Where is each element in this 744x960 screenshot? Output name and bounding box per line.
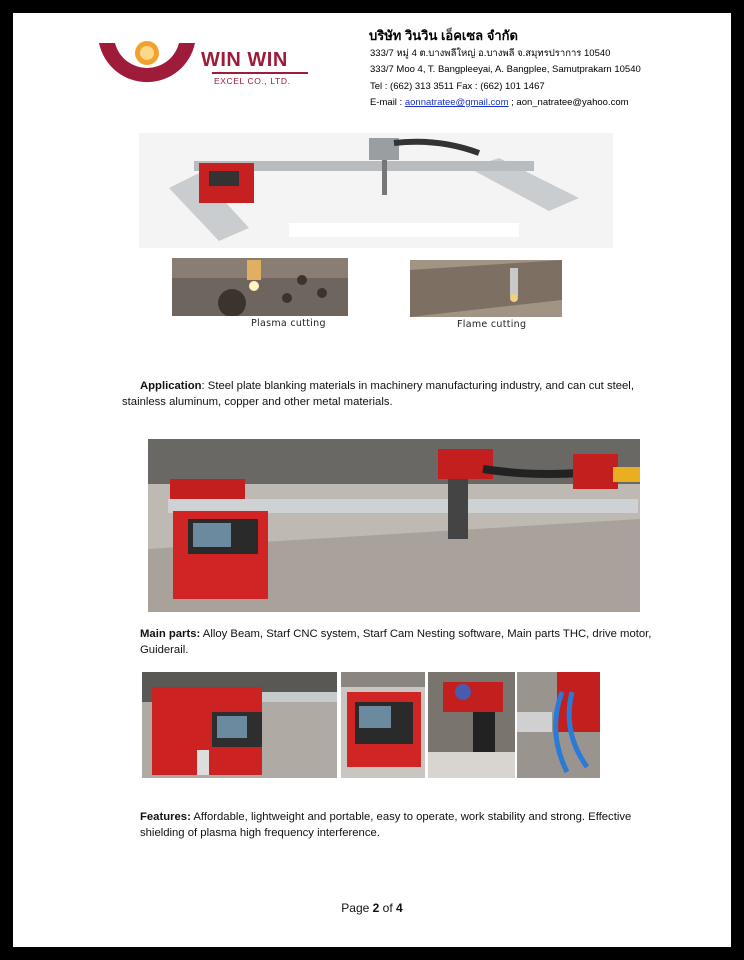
email-secondary: ; aon_natratee@yahoo.com	[508, 97, 629, 108]
plasma-cutting-image	[172, 258, 348, 316]
email-line	[370, 97, 629, 108]
page-current: 2	[372, 901, 380, 915]
machine-render-image	[139, 133, 613, 248]
plasma-cutting-caption: Plasma cutting	[251, 318, 326, 329]
address-english: 333/7 Moo 4, T. Bangpleeyai, A. Bangplee, Samutprakarn 10540	[370, 64, 641, 75]
part-photo-controller	[142, 672, 337, 778]
application-paragraph	[122, 379, 650, 410]
part-photo-torch-drag-chain	[428, 672, 515, 778]
page-total: 4	[396, 901, 403, 915]
main-parts-paragraph	[140, 627, 660, 658]
main-parts-text: Alloy Beam, Starf CNC system, Starf Cam Nesting software, Main parts THC, drive motor, Guiderail.	[140, 628, 652, 656]
logo-text: WIN WIN	[201, 49, 288, 71]
company-name-thai: บริษัท วินวิน เอ็คเซล จำกัด	[369, 28, 518, 43]
address-thai: 333/7 หมู่ 4 ต.บางพลีใหญ่ อ.บางพลี จ.สมุทรปราการ 10540	[370, 48, 611, 59]
document-page	[13, 13, 731, 947]
part-photo-cnc-panel	[341, 672, 425, 778]
flame-cutting-caption: Flame cutting	[457, 319, 527, 330]
page-middle: of	[379, 901, 397, 915]
machine-photo	[148, 439, 640, 612]
logo-subtext: EXCEL CO., LTD.	[214, 76, 291, 86]
page-prefix: Page	[341, 901, 373, 915]
features-paragraph	[140, 810, 660, 841]
application-text: : Steel plate blanking materials in machinery manufacturing industry, and can cut steel, stainless aluminum, copper and other metal materials.	[122, 380, 634, 408]
application-label: Application	[140, 380, 202, 392]
page-number	[13, 901, 731, 915]
part-photo-gas-hoses	[517, 672, 600, 778]
logo-rule	[212, 72, 308, 74]
flame-cutting-image	[410, 260, 562, 317]
features-text: Affordable, lightweight and portable, easy to operate, work stability and strong. Effective shielding of plasma high frequency interference.	[140, 811, 632, 839]
tel-fax: Tel : (662) 313 3511 Fax : (662) 101 1467	[370, 81, 545, 92]
email-link[interactable]: aonnatratee@gmail.com	[404, 97, 509, 108]
features-label: Features:	[140, 811, 191, 823]
main-parts-label: Main parts:	[140, 628, 201, 640]
email-label: E-mail :	[370, 97, 405, 108]
